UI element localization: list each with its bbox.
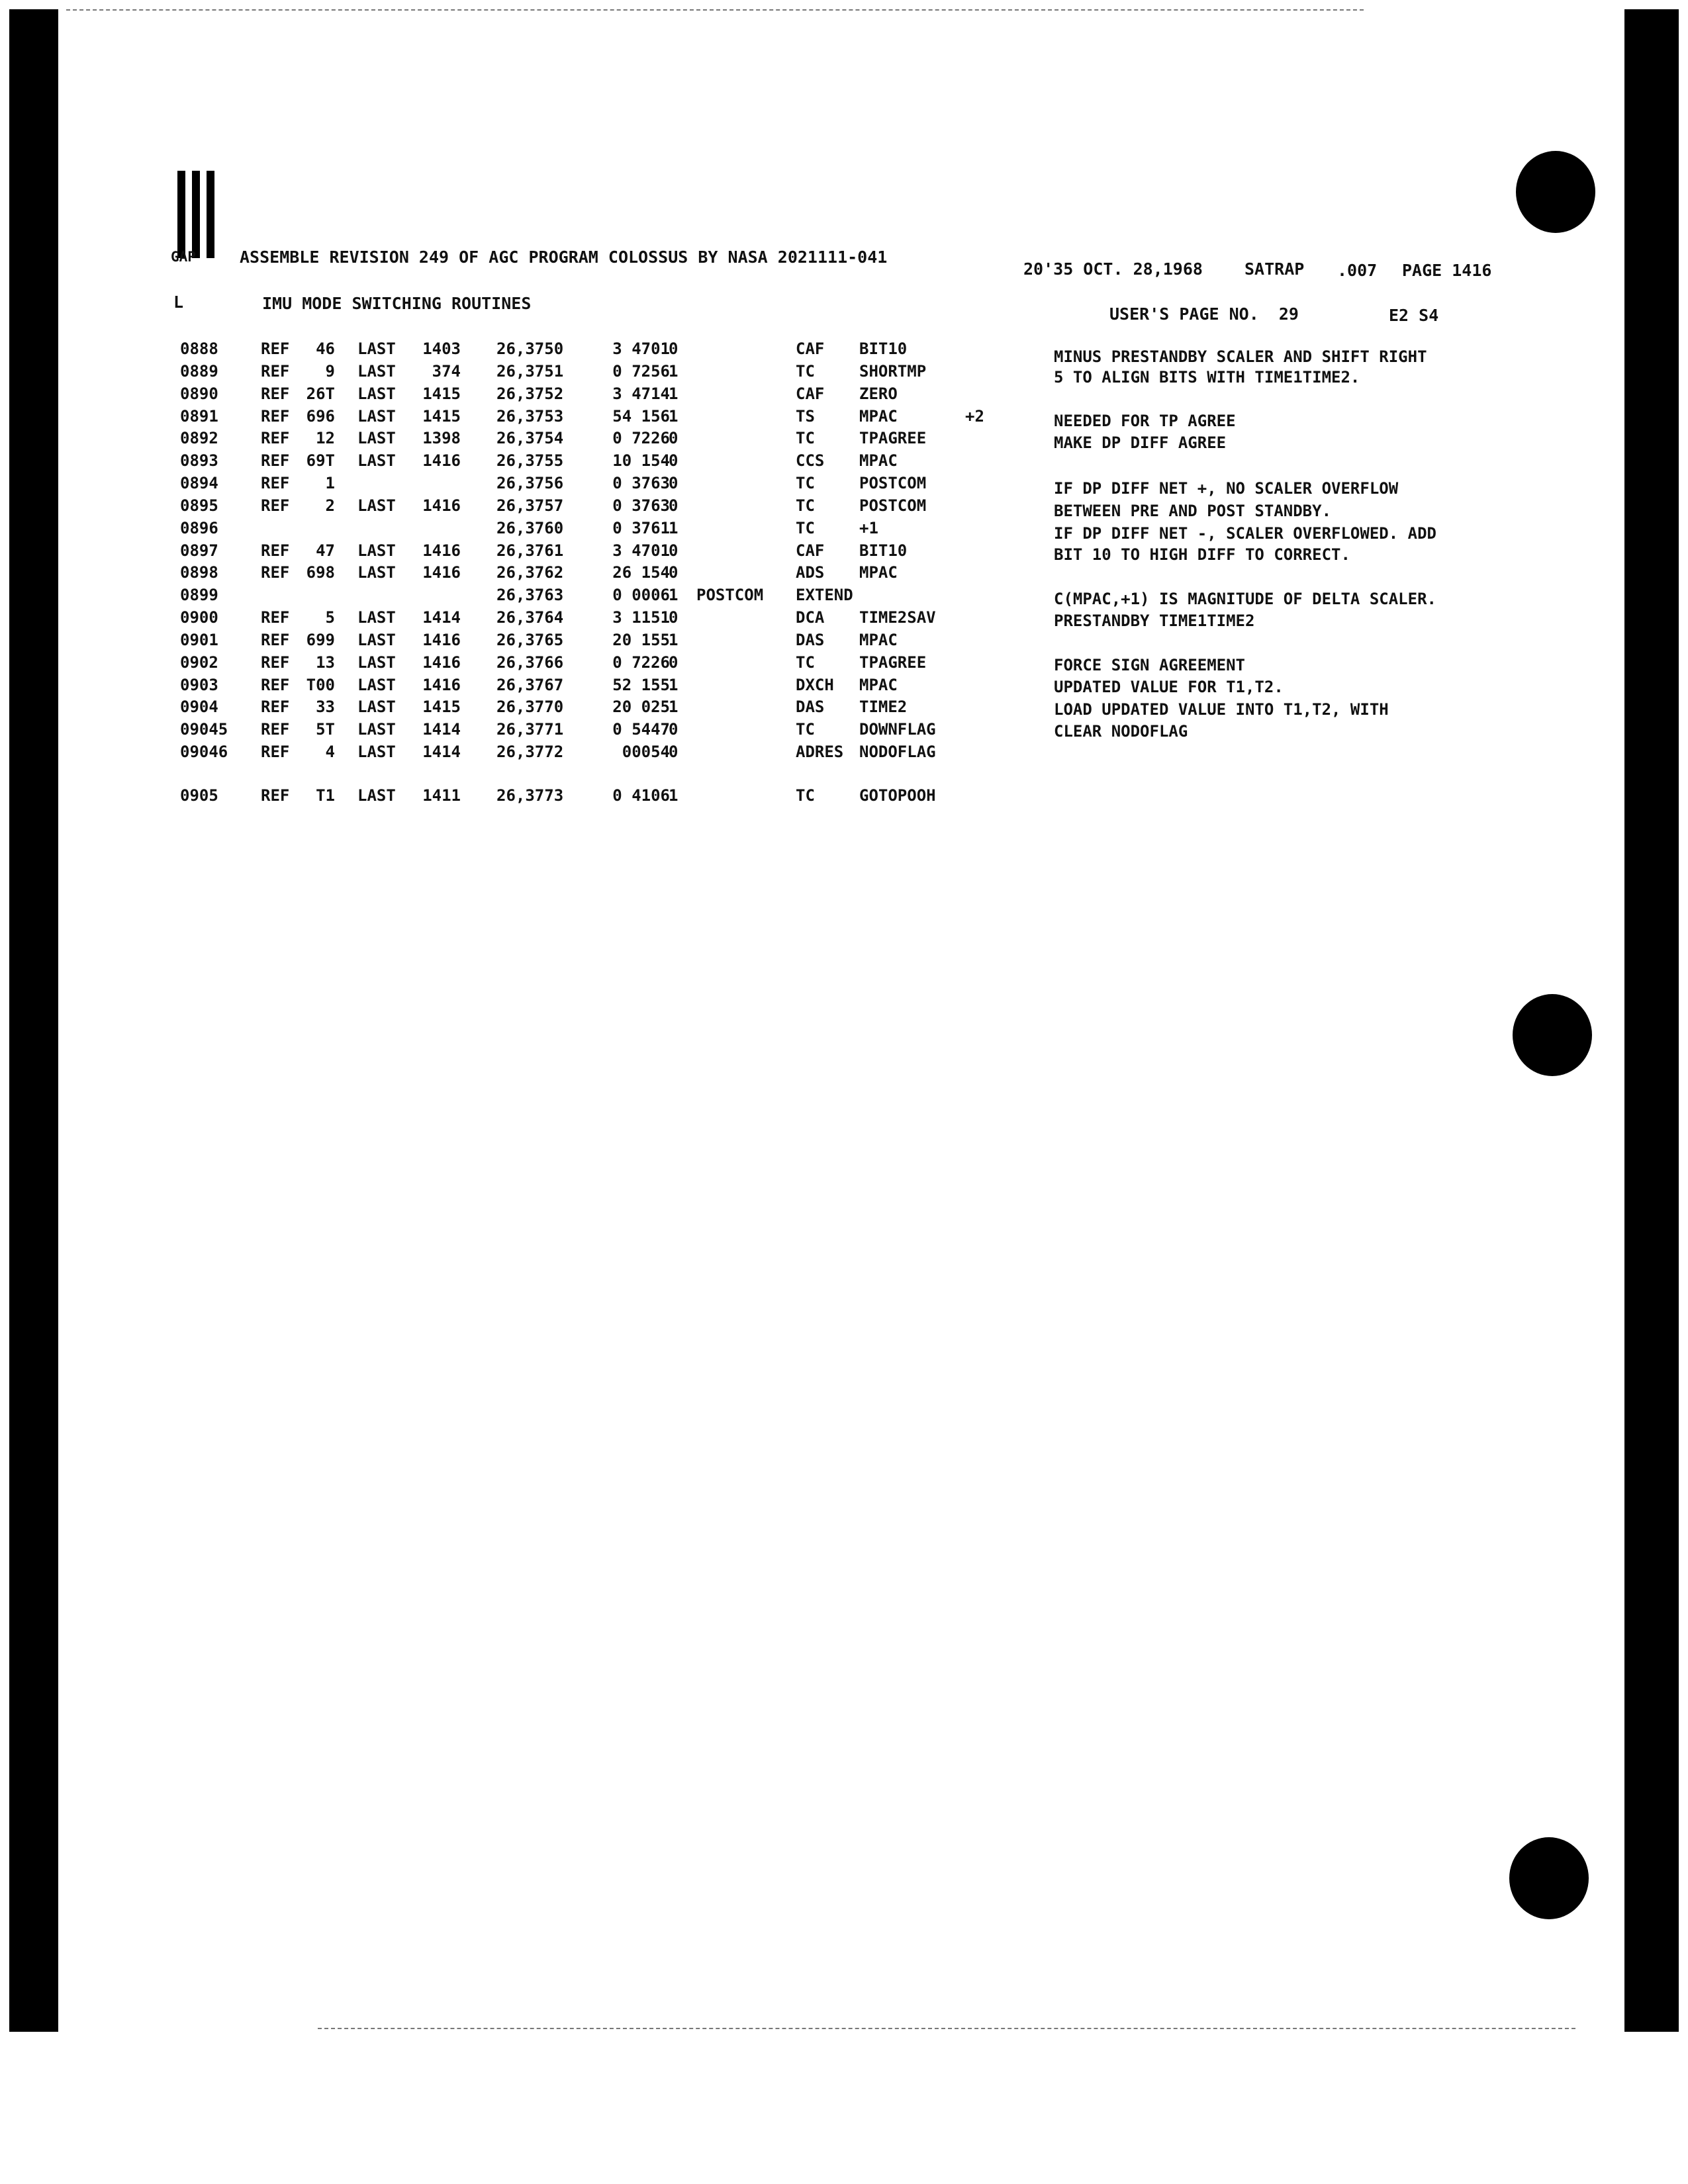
opcode: ADS — [796, 563, 825, 582]
ref-tag: REF — [261, 743, 290, 761]
line-number: 0893 — [180, 451, 218, 470]
line-number: 0894 — [180, 474, 218, 492]
operand: MPAC — [859, 676, 898, 694]
octal-value: 10 154 — [612, 451, 670, 470]
ref-tag: REF — [261, 429, 290, 447]
opcode: TC — [796, 496, 815, 515]
ref-count: 46 — [316, 340, 335, 358]
parity-bit: 1 — [669, 676, 679, 694]
operand: TIME2 — [859, 698, 908, 716]
comment-line: BIT 10 TO HIGH DIFF TO CORRECT. — [1054, 545, 1350, 564]
operand: MPAC — [859, 451, 898, 470]
last-ref: 1414 — [422, 608, 461, 627]
user-id: SATRAP — [1244, 259, 1305, 279]
memory-address: 26,3765 — [496, 631, 564, 649]
ref-count: 4 — [325, 743, 335, 761]
scan-border-left — [9, 9, 58, 2032]
opcode: EXTEND — [796, 586, 853, 604]
comment-line: BETWEEN PRE AND POST STANDBY. — [1054, 502, 1332, 520]
parity-bit: 1 — [669, 407, 679, 426]
parity-bit: 0 — [669, 743, 679, 761]
comment-line: IF DP DIFF NET +, NO SCALER OVERFLOW — [1054, 479, 1399, 498]
memory-address: 26,3773 — [496, 786, 564, 805]
scan-border-right — [1624, 9, 1679, 2032]
line-number: 0892 — [180, 429, 218, 447]
operand: POSTCOM — [859, 496, 927, 515]
parity-bit: 0 — [669, 608, 679, 627]
ref-tag: REF — [261, 653, 290, 672]
memory-address: 26,3762 — [496, 563, 564, 582]
operand: TPAGREE — [859, 429, 927, 447]
parity-bit: 1 — [669, 362, 679, 381]
line-number: 0895 — [180, 496, 218, 515]
memory-address: 26,3753 — [496, 407, 564, 426]
ref-count: 2 — [325, 496, 335, 515]
comment-line: MINUS PRESTANDBY SCALER AND SHIFT RIGHT — [1054, 347, 1427, 366]
ref-tag: REF — [261, 340, 290, 358]
last-ref: 1416 — [422, 496, 461, 515]
ref-count: 699 — [306, 631, 335, 649]
ref-count: 9 — [325, 362, 335, 381]
ref-count: 69T — [306, 451, 335, 470]
last-tag: LAST — [357, 676, 396, 694]
ref-count: 1 — [325, 474, 335, 492]
last-ref: 1414 — [422, 720, 461, 739]
octal-value: 3 4714 — [612, 385, 670, 403]
parity-bit: 0 — [669, 653, 679, 672]
comment-line: CLEAR NODOFLAG — [1054, 722, 1188, 741]
operand: MPAC — [859, 563, 898, 582]
page-label: GAP — [171, 249, 196, 265]
punch-hole — [1516, 151, 1595, 233]
opcode: DAS — [796, 631, 825, 649]
ref-count: 26T — [306, 385, 335, 403]
last-tag: LAST — [357, 631, 396, 649]
parity-bit: 1 — [669, 698, 679, 716]
operand: TIME2SAV — [859, 608, 936, 627]
opcode: DCA — [796, 608, 825, 627]
operand: MPAC — [859, 631, 898, 649]
last-tag: LAST — [357, 563, 396, 582]
ref-tag: REF — [261, 786, 290, 805]
last-tag: LAST — [357, 743, 396, 761]
opcode: TC — [796, 474, 815, 492]
parity-bit: 0 — [669, 429, 679, 447]
last-tag: LAST — [357, 340, 396, 358]
octal-value: 0 0006 — [612, 586, 670, 604]
tab-marker — [177, 171, 214, 258]
line-number: 0898 — [180, 563, 218, 582]
memory-address: 26,3756 — [496, 474, 564, 492]
punch-hole — [1513, 994, 1592, 1076]
comment-line: MAKE DP DIFF AGREE — [1054, 433, 1227, 452]
last-ref: 1416 — [422, 541, 461, 560]
last-ref: 1416 — [422, 563, 461, 582]
punch-hole — [1509, 1837, 1589, 1919]
ref-count: 47 — [316, 541, 335, 560]
log-marker: L — [173, 293, 184, 312]
ref-count: T00 — [306, 676, 335, 694]
last-ref: 1416 — [422, 676, 461, 694]
code-label: POSTCOM — [696, 586, 764, 604]
octal-value: 0 7226 — [612, 653, 670, 672]
ref-tag: REF — [261, 541, 290, 560]
comment-line: IF DP DIFF NET -, SCALER OVERFLOWED. ADD — [1054, 524, 1436, 543]
job-code: .007 — [1337, 261, 1378, 280]
memory-address: 26,3752 — [496, 385, 564, 403]
octal-value: 52 155 — [612, 676, 670, 694]
operand: BIT10 — [859, 541, 908, 560]
last-tag: LAST — [357, 451, 396, 470]
line-number: 0902 — [180, 653, 218, 672]
opcode: TC — [796, 786, 815, 805]
comment-line: C(MPAC,+1) IS MAGNITUDE OF DELTA SCALER. — [1054, 590, 1436, 608]
last-tag: LAST — [357, 496, 396, 515]
last-tag: LAST — [357, 407, 396, 426]
last-ref: 1415 — [422, 385, 461, 403]
ref-tag: REF — [261, 676, 290, 694]
last-ref: 1416 — [422, 653, 461, 672]
ref-tag: REF — [261, 385, 290, 403]
parity-bit: 0 — [669, 541, 679, 560]
ref-count: 696 — [306, 407, 335, 426]
parity-bit: 0 — [669, 451, 679, 470]
operand: ZERO — [859, 385, 898, 403]
scan-edge-bottom — [318, 2028, 1575, 2029]
ref-tag: REF — [261, 407, 290, 426]
last-ref: 1411 — [422, 786, 461, 805]
last-tag: LAST — [357, 385, 396, 403]
parity-bit: 0 — [669, 720, 679, 739]
line-number: 0897 — [180, 541, 218, 560]
last-tag: LAST — [357, 541, 396, 560]
last-tag: LAST — [357, 608, 396, 627]
page-title: ASSEMBLE REVISION 249 OF AGC PROGRAM COLOSSUS BY NASA 2021111-041 — [240, 248, 888, 267]
opcode: TC — [796, 653, 815, 672]
parity-bit: 1 — [669, 586, 679, 604]
opcode: CAF — [796, 541, 825, 560]
memory-address: 26,3772 — [496, 743, 564, 761]
memory-address: 26,3766 — [496, 653, 564, 672]
opcode: TC — [796, 362, 815, 381]
memory-address: 26,3750 — [496, 340, 564, 358]
ref-count: 5 — [325, 608, 335, 627]
memory-address: 26,3760 — [496, 519, 564, 537]
opcode: TC — [796, 429, 815, 447]
opcode: TS — [796, 407, 815, 426]
ref-count: T1 — [316, 786, 335, 805]
memory-address: 26,3755 — [496, 451, 564, 470]
octal-value: 3 4701 — [612, 541, 670, 560]
octal-value: 0 4106 — [612, 786, 670, 805]
print-timestamp: 20'35 OCT. 28,1968 — [1023, 259, 1203, 279]
page-number: PAGE 1416 — [1402, 261, 1492, 280]
octal-value: 0 3763 — [612, 474, 670, 492]
comment-line: PRESTANDBY TIME1TIME2 — [1054, 612, 1255, 630]
ref-tag: REF — [261, 608, 290, 627]
line-number: 0891 — [180, 407, 218, 426]
ref-count: 33 — [316, 698, 335, 716]
memory-address: 26,3771 — [496, 720, 564, 739]
operand-modifier: +2 — [965, 407, 984, 426]
ref-count: 5T — [316, 720, 335, 739]
parity-bit: 0 — [669, 340, 679, 358]
operand: BIT10 — [859, 340, 908, 358]
operand: NODOFLAG — [859, 743, 936, 761]
section-title: IMU MODE SWITCHING ROUTINES — [262, 294, 532, 313]
octal-value: 20 025 — [612, 698, 670, 716]
octal-value: 00054 — [622, 743, 670, 761]
memory-address: 26,3767 — [496, 676, 564, 694]
octal-value: 54 156 — [612, 407, 670, 426]
opcode: CAF — [796, 385, 825, 403]
memory-address: 26,3763 — [496, 586, 564, 604]
line-number: 0904 — [180, 698, 218, 716]
octal-value: 0 3763 — [612, 496, 670, 515]
ref-tag: REF — [261, 474, 290, 492]
last-ref: 1415 — [422, 698, 461, 716]
memory-address: 26,3754 — [496, 429, 564, 447]
last-ref: 1416 — [422, 451, 461, 470]
operand: POSTCOM — [859, 474, 927, 492]
parity-bit: 0 — [669, 563, 679, 582]
operand: GOTOPOOH — [859, 786, 936, 805]
memory-address: 26,3770 — [496, 698, 564, 716]
ref-tag: REF — [261, 720, 290, 739]
ref-tag: REF — [261, 362, 290, 381]
comment-line: NEEDED FOR TP AGREE — [1054, 412, 1236, 430]
ref-count: 13 — [316, 653, 335, 672]
last-tag: LAST — [357, 429, 396, 447]
last-ref: 1398 — [422, 429, 461, 447]
opcode: DAS — [796, 698, 825, 716]
ref-tag: REF — [261, 496, 290, 515]
octal-value: 26 154 — [612, 563, 670, 582]
last-tag: LAST — [357, 720, 396, 739]
ref-tag: REF — [261, 563, 290, 582]
octal-value: 20 155 — [612, 631, 670, 649]
octal-value: 0 7226 — [612, 429, 670, 447]
opcode: TC — [796, 519, 815, 537]
ref-tag: REF — [261, 451, 290, 470]
last-tag: LAST — [357, 786, 396, 805]
ref-tag: REF — [261, 698, 290, 716]
opcode: DXCH — [796, 676, 834, 694]
line-number: 0900 — [180, 608, 218, 627]
ref-tag: REF — [261, 631, 290, 649]
operand: SHORTMP — [859, 362, 927, 381]
line-number: 0901 — [180, 631, 218, 649]
line-number: 0896 — [180, 519, 218, 537]
last-ref: 374 — [432, 362, 461, 381]
comment-line: 5 TO ALIGN BITS WITH TIME1TIME2. — [1054, 368, 1360, 387]
octal-value: 0 3761 — [612, 519, 670, 537]
opcode: TC — [796, 720, 815, 739]
line-number: 0889 — [180, 362, 218, 381]
last-tag: LAST — [357, 362, 396, 381]
operand: TPAGREE — [859, 653, 927, 672]
line-number: 09045 — [180, 720, 228, 739]
comment-line: FORCE SIGN AGREEMENT — [1054, 656, 1245, 674]
source-code: E2 S4 — [1389, 306, 1439, 325]
user-page-number: USER'S PAGE NO. 29 — [1109, 304, 1299, 324]
parity-bit: 0 — [669, 496, 679, 515]
last-ref: 1415 — [422, 407, 461, 426]
octal-value: 0 7256 — [612, 362, 670, 381]
opcode: CAF — [796, 340, 825, 358]
parity-bit: 1 — [669, 786, 679, 805]
octal-value: 3 1151 — [612, 608, 670, 627]
last-ref: 1403 — [422, 340, 461, 358]
operand: MPAC — [859, 407, 898, 426]
scan-edge-top — [66, 9, 1364, 11]
last-tag: LAST — [357, 698, 396, 716]
octal-value: 3 4701 — [612, 340, 670, 358]
parity-bit: 1 — [669, 385, 679, 403]
last-tag: LAST — [357, 653, 396, 672]
line-number: 0888 — [180, 340, 218, 358]
opcode: CCS — [796, 451, 825, 470]
last-ref: 1416 — [422, 631, 461, 649]
ref-count: 12 — [316, 429, 335, 447]
memory-address: 26,3764 — [496, 608, 564, 627]
parity-bit: 1 — [669, 519, 679, 537]
line-number: 0899 — [180, 586, 218, 604]
line-number: 09046 — [180, 743, 228, 761]
line-number: 0905 — [180, 786, 218, 805]
comment-line: LOAD UPDATED VALUE INTO T1,T2, WITH — [1054, 700, 1389, 719]
line-number: 0890 — [180, 385, 218, 403]
comment-line: UPDATED VALUE FOR T1,T2. — [1054, 678, 1284, 696]
last-ref: 1414 — [422, 743, 461, 761]
opcode: ADRES — [796, 743, 844, 761]
operand: DOWNFLAG — [859, 720, 936, 739]
memory-address: 26,3757 — [496, 496, 564, 515]
ref-count: 698 — [306, 563, 335, 582]
parity-bit: 1 — [669, 631, 679, 649]
line-number: 0903 — [180, 676, 218, 694]
operand: +1 — [859, 519, 878, 537]
parity-bit: 0 — [669, 474, 679, 492]
octal-value: 0 5447 — [612, 720, 670, 739]
memory-address: 26,3751 — [496, 362, 564, 381]
memory-address: 26,3761 — [496, 541, 564, 560]
